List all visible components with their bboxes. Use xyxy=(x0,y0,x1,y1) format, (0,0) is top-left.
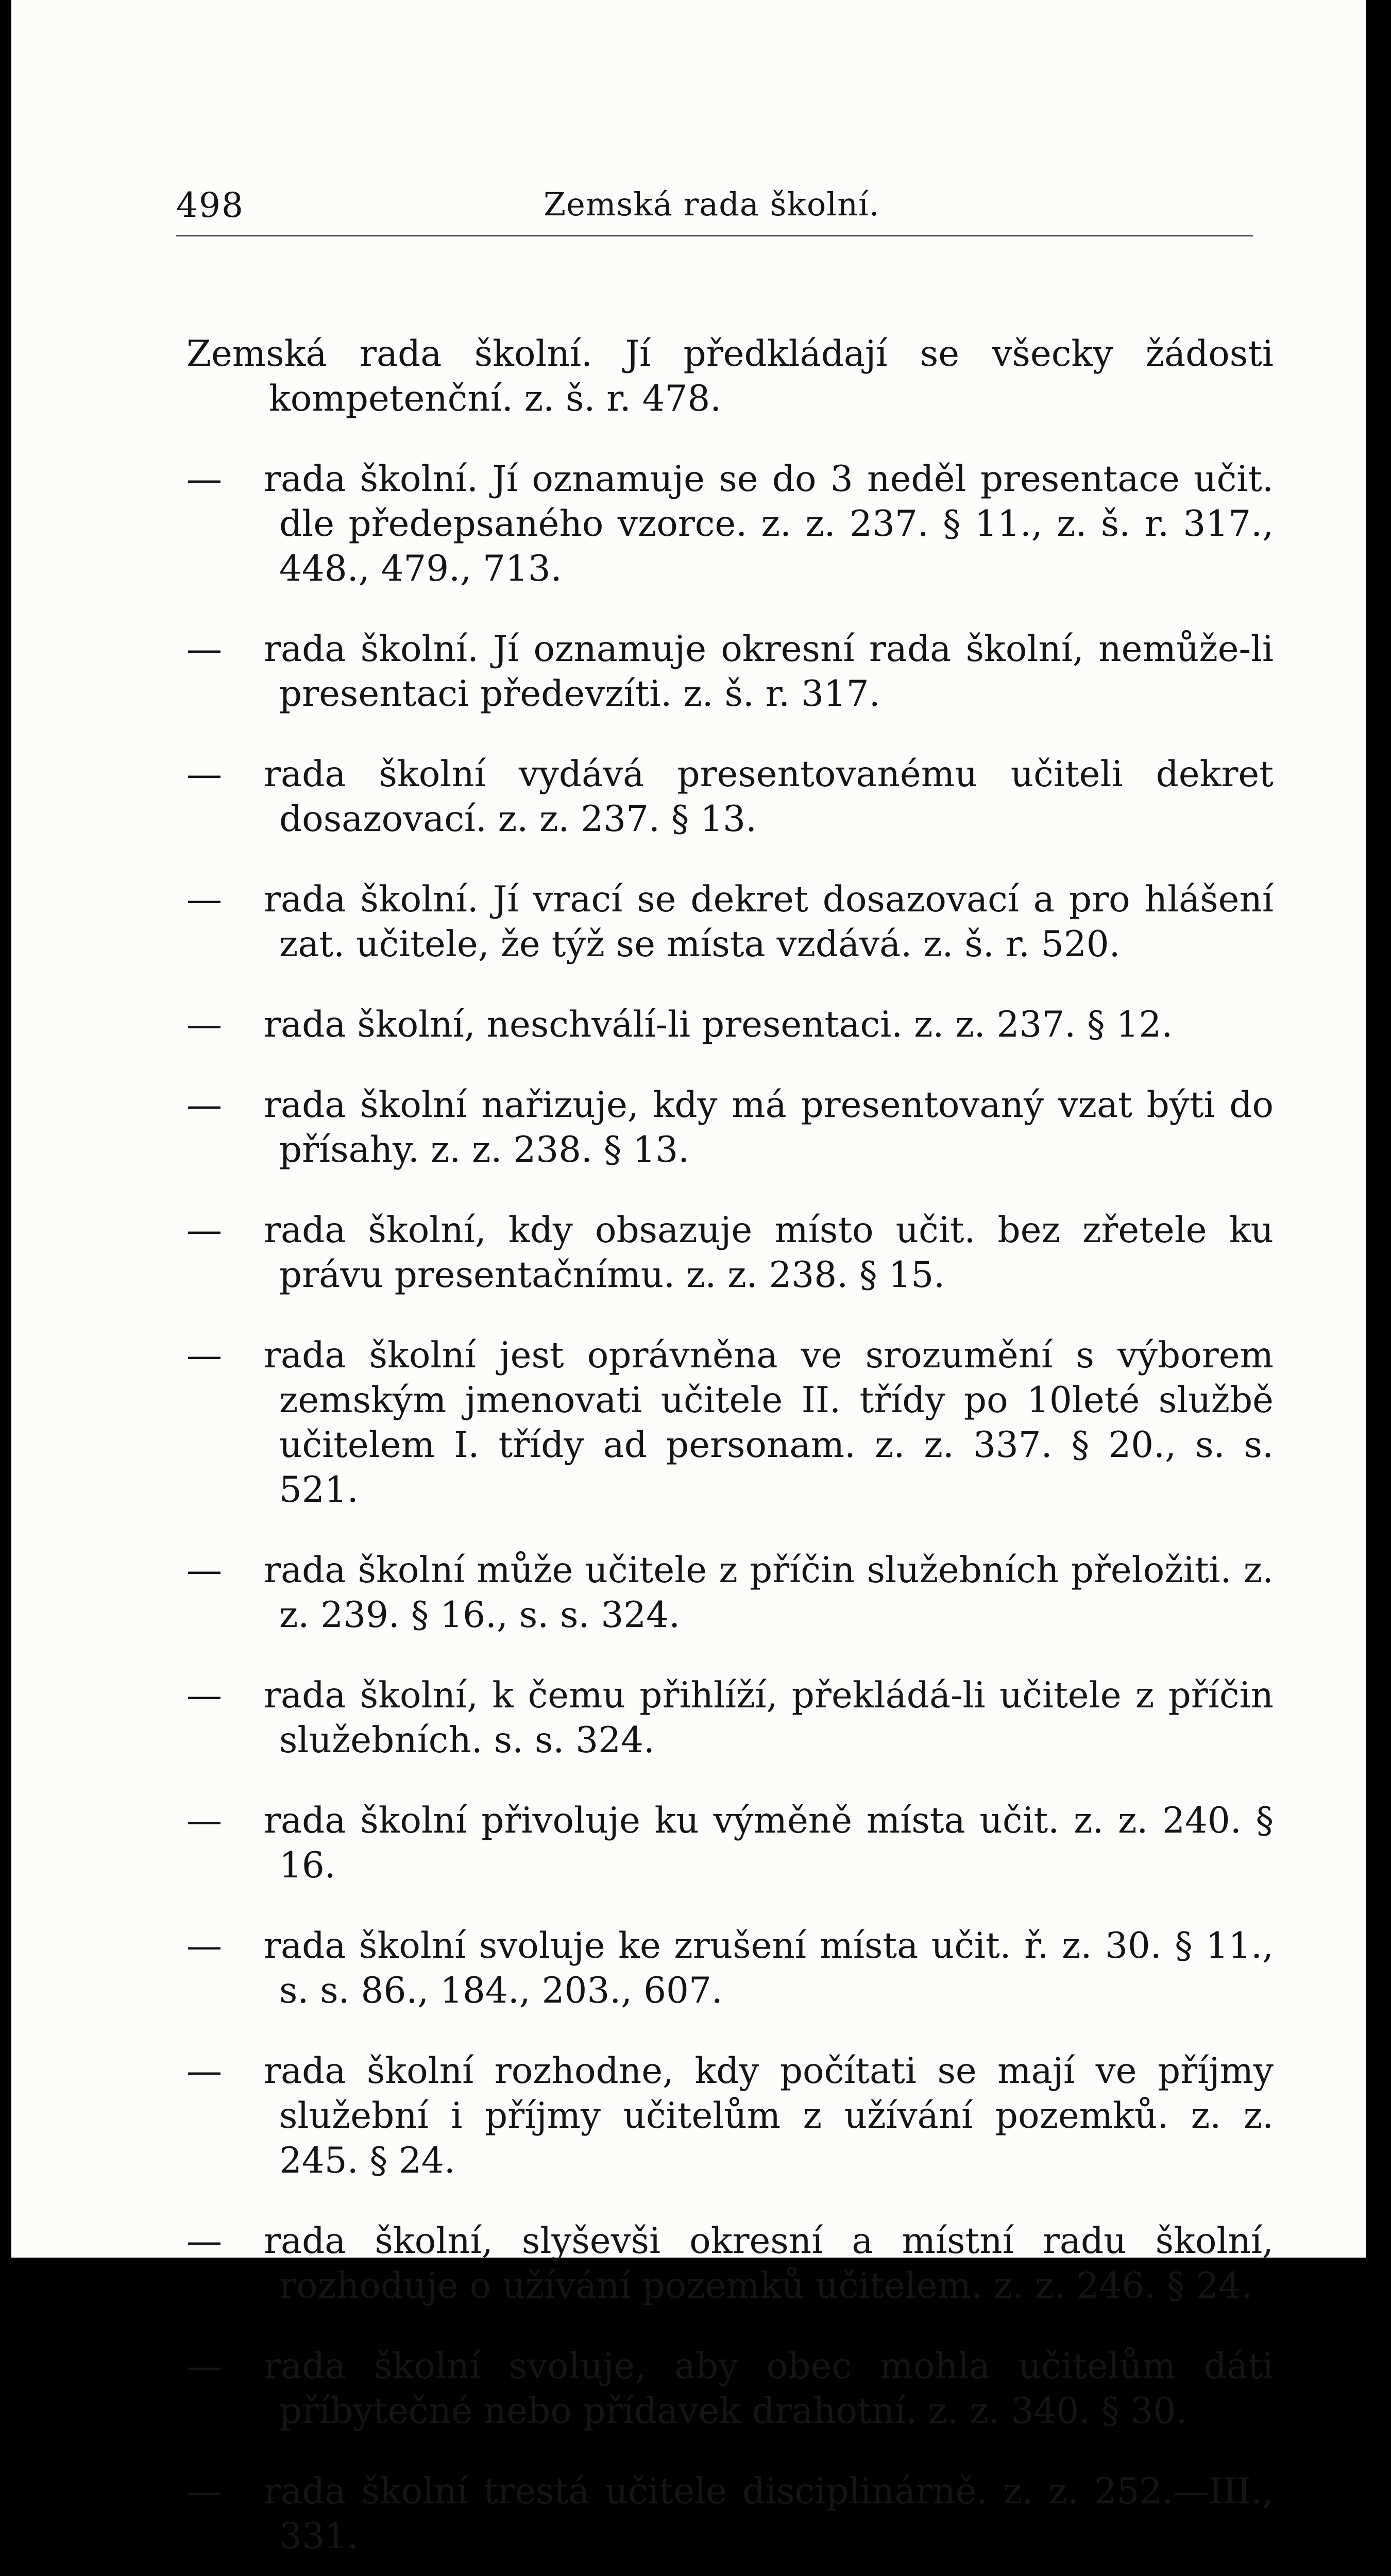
entry-dash: — xyxy=(186,1800,222,1841)
book-page xyxy=(11,0,1366,2557)
index-entries xyxy=(186,296,1274,2576)
entry-text: rada školní vydává presentovanému učiteli dekret dosazovací. z. z. 237. § 13. xyxy=(264,754,1274,840)
index-entry xyxy=(186,1333,1274,1513)
index-entry xyxy=(186,2049,1274,2183)
header-rule xyxy=(176,235,1253,236)
index-entry xyxy=(186,627,1274,717)
entry-dash: — xyxy=(186,1210,222,1251)
entry-dash: — xyxy=(186,1335,222,1376)
entry-text: Zemská rada školní. Jí předkládají se všecky žádosti kompetenční. z. š. r. 478. xyxy=(186,333,1274,419)
index-entry xyxy=(186,1799,1274,1888)
index-entry xyxy=(186,332,1274,421)
entry-dash: — xyxy=(186,2471,222,2512)
entry-text: rada školní, slyševši okresní a místní radu školní, rozhoduje o užívání pozemků učitelem. z. z. 246. § 24. xyxy=(264,2221,1274,2307)
entry-text: rada školní svoluje ke zrušení místa učit. ř. z. 30. § 11., s. s. 86., 184., 203., 607. xyxy=(264,1925,1274,2011)
entry-dash: — xyxy=(186,1550,222,1591)
entry-dash: — xyxy=(186,1925,222,1967)
index-entry xyxy=(186,1003,1274,1047)
scan-edge xyxy=(1366,0,1391,2258)
index-entry xyxy=(186,877,1274,967)
entry-dash: — xyxy=(186,879,222,920)
index-entry xyxy=(186,1208,1274,1298)
entry-text: rada školní, kdy obsazuje místo učit. bez zřetele ku právu presentačnímu. z. z. 238. § 15. xyxy=(264,1210,1274,1296)
running-title: Zemská rada školní. xyxy=(544,185,880,223)
entry-text: rada školní nařizuje, kdy má presentovaný vzat býti do přísahy. z. z. 238. § 13. xyxy=(264,1084,1274,1171)
entry-dash: — xyxy=(186,2221,222,2262)
entry-text: rada školní může učitele z příčin služebních přeložiti. z. z. 239. § 16., s. s. 324. xyxy=(264,1550,1274,1636)
entry-text: rada školní svoluje, aby obec mohla učitelům dáti příbytečné nebo přídavek drahotní. z. z. 340. § 30. xyxy=(264,2346,1274,2432)
index-entry xyxy=(186,1673,1274,1763)
entry-dash: — xyxy=(186,754,222,795)
entry-text: rada školní trestá učitele disciplinárně. z. z. 252.—III., 331. xyxy=(264,2471,1274,2557)
entry-dash: — xyxy=(186,2050,222,2092)
entry-dash: — xyxy=(186,629,222,670)
entry-dash: — xyxy=(186,459,222,500)
index-entry xyxy=(186,2469,1274,2559)
entry-text: rada školní. Jí oznamuje se do 3 neděl presentace učit. dle předepsaného vzorce. z. z. 237. § 11., z. š. r. 317., 448., 479., 713. xyxy=(264,459,1274,589)
index-entry xyxy=(186,1924,1274,2013)
entry-text: rada školní, neschválí-li presentaci. z. z. 237. § 12. xyxy=(264,1004,1173,1045)
entry-dash: — xyxy=(186,1004,222,1045)
index-entry xyxy=(186,2344,1274,2434)
entry-text: rada školní. Jí vrací se dekret dosazovací a pro hlášení zat. učitele, že týž se místa vzdává. z. š. r. 520. xyxy=(264,879,1274,965)
entry-text: rada školní, k čemu přihlíží, překládá-li učitele z příčin služebních. s. s. 324. xyxy=(264,1675,1274,1761)
entry-text: rada školní rozhodne, kdy počítati se mají ve příjmy služební i příjmy učitelům z užívání pozemků. z. z. 245. § 24. xyxy=(264,2050,1274,2181)
entry-dash: — xyxy=(186,2346,222,2387)
index-entry xyxy=(186,1083,1274,1173)
entry-dash: — xyxy=(186,1675,222,1716)
entry-dash: — xyxy=(186,1084,222,1126)
index-entry xyxy=(186,2219,1274,2309)
index-entry xyxy=(186,457,1274,591)
entry-text: rada školní přivoluje ku výměně místa učit. z. z. 240. § 16. xyxy=(264,1800,1274,1886)
page-number: 498 xyxy=(176,185,244,225)
entry-text: rada školní jest oprávněna ve srozumění s výborem zemským jmenovati učitele II. třídy po 10leté službě učitelem I. třídy ad personam. z. z. 337. § 20., s. s. 521. xyxy=(264,1335,1274,1511)
index-entry xyxy=(186,752,1274,842)
index-entry xyxy=(186,1548,1274,1638)
entry-text: rada školní. Jí oznamuje okresní rada školní, nemůže-li presentaci předevzíti. z. š. r. 317. xyxy=(264,629,1274,715)
page-header xyxy=(176,175,1258,232)
